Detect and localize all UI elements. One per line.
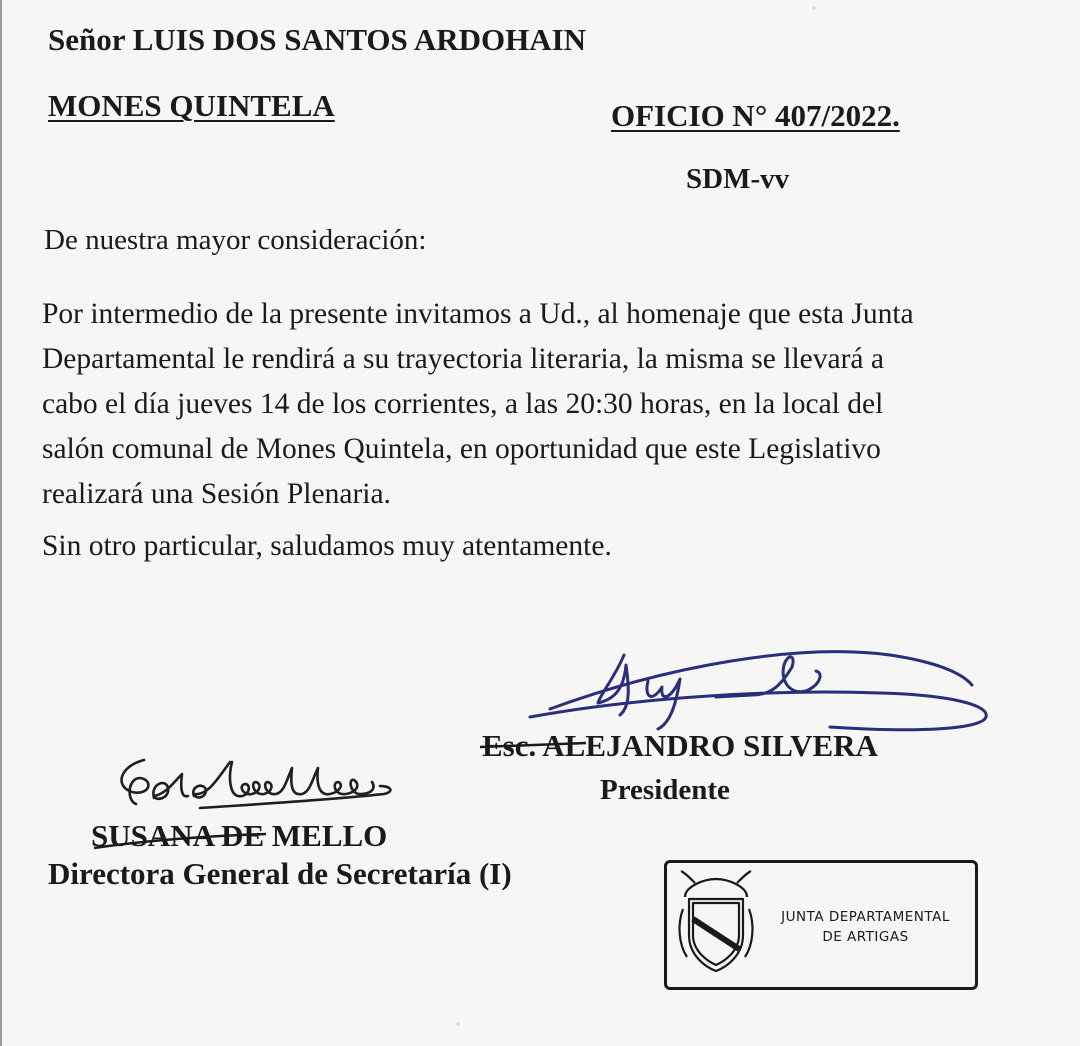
stamp-line-1: JUNTA DEPARTAMENTAL (781, 909, 950, 925)
reference-code: SDM-vv (686, 163, 790, 195)
addressee-name: Señor LUIS DOS SANTOS ARDOHAIN (48, 22, 587, 57)
addressee-place: MONES QUINTELA (48, 88, 335, 123)
page-left-edge (0, 0, 2, 1046)
paper-speck (456, 1022, 460, 1026)
president-role: Presidente (600, 774, 730, 806)
official-stamp (664, 860, 978, 990)
paper-speck (812, 6, 816, 10)
president-name: Esc. ALEJANDRO SILVERA (482, 728, 878, 763)
oficio-number: OFICIO N° 407/2022. (611, 98, 900, 133)
coat-of-arms-icon (675, 869, 757, 977)
stamp-line-2: DE ARTIGAS (822, 929, 909, 945)
salutation: De nuestra mayor consideración: (44, 224, 427, 256)
secretary-name: SUSANA DE MELLO (91, 818, 388, 853)
closing-line: Sin otro particular, saludamos muy atentamente. (42, 530, 612, 562)
letter-body: Por intermedio de la presente invitamos a Ud., al homenaje que esta Junta Departamental le rendirá a su trayectoria literaria, la misma se llevará a cabo el día jueves 14 de los corrientes, a las 20:30 horas, en la local del salón comunal de Mones Quintela, en oportunidad que este Legislativo realizará una Sesión Plenaria. (42, 298, 914, 510)
secretary-role: Directora General de Secretaría (I) (48, 856, 512, 891)
